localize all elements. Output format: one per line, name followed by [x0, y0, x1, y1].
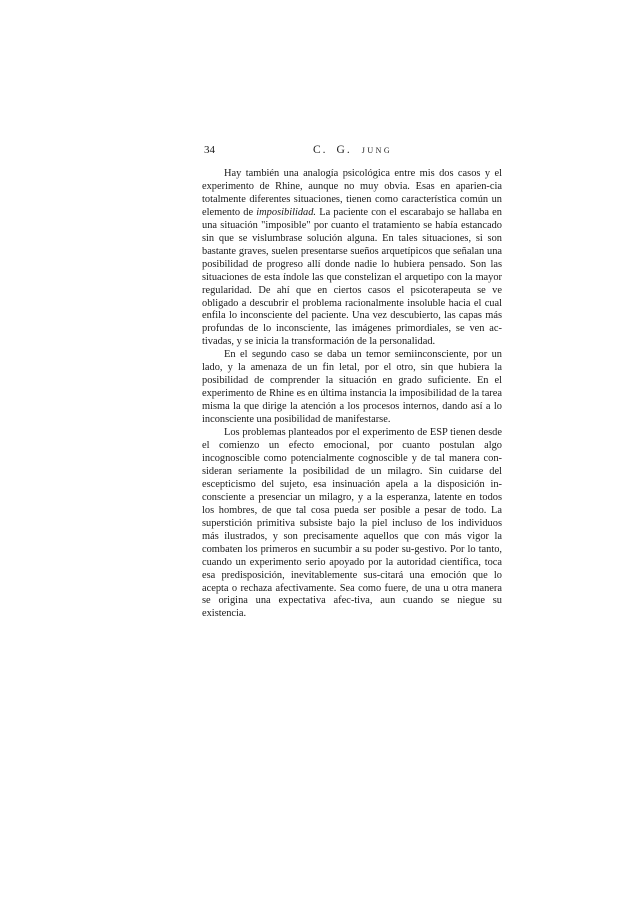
running-head-author	[313, 142, 392, 159]
paragraph-text: La paciente con el escarabajo se hallaba en una situación "imposible" por cuanto el tratamiento se había estancado sin que se vislumbrase solución alguna. En tales situaciones, si son bastante graves, suelen presentarse sueños arquetípicos que señalan una posibilidad de progreso allí donde nadie lo hubiera pensado. Son las situaciones de esta índole las que constelizan el arquetipo con la mayor regularidad. De ahí que en ciertos casos el psicoterapeuta se ve obligado a descubrir el problema racionalmente insoluble hacia el cual enfila lo inconsciente del paciente. Una vez descubierto, las capas más profundas de lo inconsciente, las imágenes primordiales, se ven ac-tivadas, y se inicia la transformación de la personalidad.	[202, 206, 502, 348]
emphasized-term: imposibilidad.	[256, 206, 317, 218]
running-head	[202, 142, 502, 158]
author-surname: JUNG	[361, 146, 393, 155]
paragraph-second-case: En el segundo caso se daba un temor semiinconsciente, por un lado, y la amenaza de un fin letal, por el otro, sin que hubiera la posibilidad de comprender la situación en grado suficiente. En el experimento de Rhine es en última instancia la imposibilidad de la tarea misma la que dirige la atención a los procesos internos, dando así a lo inconsciente una posibilidad de manifestarse.	[202, 349, 502, 426]
author-initial-second: G.	[336, 144, 352, 156]
paragraph-text: Hay también una analogía psicológica entre mis dos casos y el experimento de Rhine, aunque no muy obvia. Esas en aparien-cia totalmente diferentes situaciones, tienen como característica común un elemento de	[202, 168, 502, 218]
paragraph-esp-problems: Los problemas planteados por el experimento de ESP tienen desde el comienzo un efecto emocional, por cuanto postulan algo incognoscible como potencialmente cognoscible y de tal manera con-sideran seriamente la posibilidad de un milagro. Sin cuidarse del escepticismo del sujeto, esa insinuación apela a la disposición in-consciente a presenciar un milagro, y a la esperanza, latente en todos los hombres, de que tal cosa pueda ser posible a pesar de todo. La superstición primitiva subsiste bajo la piel incluso de los individuos más ilustrados, y son precisamente aquellos que con más vigor la combaten los primeros en sucumbir a su poder su-gestivo. Por lo tanto, cuando un experimento serio apoyado por la autoridad científica, toca esa predisposición, inevitablemente sus-citará una emoción que lo acepta o rechaza afectivamente. Sea como fuere, de una u otra manera se origina una expectativa afec-tiva, aun cuando se niegue su existencia.	[202, 427, 502, 620]
paragraph-rhine-analogy	[202, 168, 502, 349]
body-text	[202, 168, 502, 621]
page-number: 34	[204, 144, 215, 156]
book-page	[202, 142, 502, 621]
author-initial-first: C.	[313, 144, 328, 156]
